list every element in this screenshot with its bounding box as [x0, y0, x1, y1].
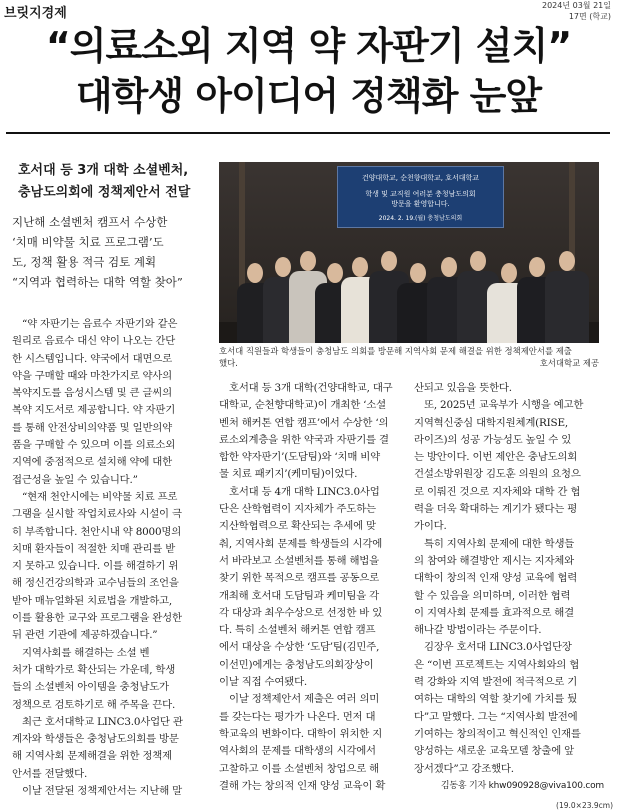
article-line: 서 바라보고 소셜벤처를 통해 해법을: [219, 554, 379, 567]
article-line: 해나갈 방법이라는 주문이다.: [414, 624, 542, 637]
article-line: 합한 약자판기’(도담팀)와 ‘치매 비약: [219, 451, 380, 464]
article-line: 대학교, 순천향대학교)이 개최한 ‘소셜: [219, 399, 386, 412]
article-line: 이날 전달된 정책제안서는 지난해 말: [22, 785, 182, 798]
article-line: 는 방안이다. 이번 제안은 충남도의회: [414, 451, 578, 464]
article-line: 단은 산학협력이 지자체가 주도하는: [219, 503, 376, 516]
article-line: 안서를 전달했다.: [12, 767, 88, 780]
article-line: 지역에 중점적으로 설치해 약에 대한: [12, 456, 172, 469]
subheadline: [18, 160, 208, 204]
article-line: 지산학협력으로 확산되는 추세에 맞: [219, 520, 376, 533]
article-line: 특히 지역사회 문제에 대한 학생들: [424, 537, 575, 550]
article-line: 한 시스템입니다. 약국에서 대면으로: [12, 352, 172, 365]
subheadline-line: 호서대 등 3개 대학 소셜벤처,: [18, 163, 189, 178]
article-line: “현재 천안시에는 비약물 치료 프로: [22, 490, 178, 503]
article-line: 결해 가는 창의적 인재 양성 교육이 확: [219, 779, 386, 792]
person-figure: [545, 251, 589, 343]
article-line: 정책으로 검토하기로 해 주목을 끈다.: [12, 698, 176, 711]
banner-line: 학생 및 교직원 여러분 충청남도의회: [365, 190, 476, 198]
article-line: 학교육의 변화이다. 대학이 위치한 지: [219, 727, 383, 740]
article-column-2: [219, 380, 407, 795]
clipping-size: (19.0×23.9cm): [556, 801, 613, 810]
article-line: 최근 호서대학교 LINC3.0사업단 관: [22, 715, 183, 728]
article-line: 해 정신건강의학과 교수님들의 조언을: [12, 577, 179, 590]
person-head: [501, 263, 517, 283]
article-line: 이날 정책제안서 제출은 여러 의미: [229, 693, 380, 706]
article-line: 호서대 등 3개 대학(건양대학교, 대구: [229, 382, 393, 394]
article-line: 치매 환자들이 적절한 치매 관리를 받: [12, 542, 176, 555]
headline-line-1: “의료소외 지역 약 자판기 설치”: [45, 24, 572, 68]
article-line: 다”고 말했다. 그는 “지역사회 발전에: [414, 710, 578, 723]
article-line: 찾기 위한 목적으로 캠프를 공동으로: [219, 572, 379, 585]
article-line: 계자와 학생들은 충청남도의회를 방문: [12, 733, 179, 746]
article-line: 이 지역사회 문제를 효과적으로 해결: [414, 606, 574, 619]
article-line: 에서 대상을 수상한 ‘도담’팀(김민주,: [219, 641, 380, 654]
banner-line: 2024. 2. 19.(월) 충청남도의회: [378, 215, 463, 222]
article-line: 로 이뤄진 것으로 지자체와 대학 간 협: [414, 485, 581, 498]
person-body: [545, 271, 589, 343]
person-head: [470, 251, 486, 271]
article-line: “약 자판기는 음료수 자판기와 같은: [22, 318, 178, 330]
group-photo: [219, 162, 599, 343]
article-line: 역사회의 문제를 대학생의 시각에서: [219, 745, 376, 758]
article-line: 또, 2025년 교육부가 시행을 예고한: [424, 399, 584, 412]
reporter-byline: 김동홍 기자 khw090928@viva100.com: [440, 780, 604, 791]
caption-text: 호서대 직원들과 학생들이 충청남도 의회를 방문해 지역사회 문제 해결을 위한 정책제안서를 제출: [219, 346, 572, 356]
article-line: 가이다.: [414, 520, 447, 533]
article-line: 대학이 창의적 인재 양성 교육에 협력: [414, 572, 578, 585]
article-line: 다. 특히 소셜벤처 해커톤 연합 캠프: [219, 624, 376, 637]
article-line: 양성하는 새로운 교육모델 창출에 앞: [414, 745, 574, 758]
article-line: 은 “이번 프로젝트는 지역사회와의 협: [414, 658, 580, 671]
headline-line-2: 대학생 아이디어 정책화 눈앞: [75, 74, 542, 118]
summary-line: 도, 정책 활용 적극 검토 계획: [12, 255, 157, 269]
article-line: 장서겠다”고 강조했다.: [414, 762, 514, 775]
person-head: [410, 263, 426, 283]
article-line: 고찰하고 이를 소셜벤처 창업으로 해: [219, 762, 379, 775]
article-line: 물 치료 패키지’(케미팀)이었다.: [219, 468, 358, 481]
article-line: 료소외계층을 위한 약국과 자판기를 결: [219, 433, 389, 446]
person-head: [559, 251, 575, 271]
banner-line: 방문을 환영합니다.: [391, 200, 450, 208]
article-line: 벤처 해커톤 연합 캠프’에서 수상한 ‘의: [219, 416, 389, 429]
article-line: 지 못하고 있습니다. 이를 해결하기 위: [12, 560, 179, 573]
article-line: 지역혁신중심 대학지원체계(RISE,: [414, 416, 568, 429]
article-line: 지역사회를 해결하는 소셜 벤: [22, 646, 150, 659]
article-line: 김장우 호서대 LINC3.0사업단장: [424, 641, 572, 654]
article-line: 히 부족합니다. 천안시내 약 8000명의: [12, 525, 182, 538]
publish-date: 2024년 03월 21일: [542, 1, 611, 10]
photo-caption: [219, 345, 599, 369]
article-line: 원리로 음료수 대신 약이 나오는 간단: [12, 335, 176, 348]
article-line: 받아 매뉴얼화된 치료법을 개발하고,: [12, 594, 172, 607]
article-column-3: [414, 380, 604, 795]
article-line: 품을 구매할 수 있으며 이를 의료소외: [12, 439, 176, 452]
article-line: 이를 활용한 교구와 프로그램을 완성한: [12, 612, 182, 625]
article-column-1: [12, 316, 207, 800]
article-line: 의 참여와 해결방안 제시는 지자체와: [414, 554, 574, 567]
banner-line: 건양대학교, 순천향대학교, 호서대학교: [361, 174, 480, 182]
article-line: 호서대 등 4개 대학 LINC3.0사업: [229, 485, 380, 498]
article-line: 해 지역사회 문제해결을 위한 정책제: [12, 750, 172, 763]
summary-line: 지난해 소셜벤처 캠프서 수상한: [12, 215, 168, 229]
summary-line: ‘치매 비약물 치료 프로그램’도: [12, 235, 164, 249]
article-line: 산되고 있음을 뜻한다.: [414, 382, 512, 394]
article-line: 건설소방위원장 김도훈 의원의 요청으: [414, 468, 581, 481]
person-head: [529, 257, 545, 277]
article-line: 뒤 관련 기관에 제공하겠습니다.”: [12, 629, 158, 642]
article-line: 여하는 대학의 역할 찾기에 가치를 뒀: [414, 693, 578, 706]
article-line: 라이즈)의 성공 가능성도 높일 수 있: [414, 433, 572, 446]
article-line: 력을 더욱 확대하는 계기가 됐다는 평: [414, 503, 578, 516]
article-line: 이날 직접 수여됐다.: [219, 676, 308, 689]
headline-divider: [6, 132, 610, 134]
article-line: 할 수 있음을 의미하며, 이러한 협력: [414, 589, 571, 602]
caption-text: 했다.: [219, 358, 238, 368]
article-line: 각 대상과 최우수상으로 선정한 바 있: [219, 606, 383, 619]
person-head: [247, 263, 263, 283]
article-line: 기여하는 창의적이고 혁신적인 인재를: [414, 727, 581, 740]
dateline: [542, 0, 611, 22]
subheadline-line: 충남도의회에 정책제안서 전달: [18, 185, 191, 200]
article-line: 를 통해 안전상비의약품 및 일반의약: [12, 421, 172, 434]
person-head: [352, 257, 368, 277]
welcome-banner: [337, 166, 504, 228]
summary-line: “지역과 협력하는 대학 역할 찾아”: [12, 275, 183, 289]
article-line: 이선민)에게는 충청남도의회장상이: [219, 658, 374, 671]
article-line: 를 갖는다는 평가가 나온다. 먼저 대: [219, 710, 376, 723]
article-line: 개최해 호서대 도담팀과 케미팀을 각: [219, 589, 379, 602]
article-line: 력 강화와 지역 발전에 적극적으로 기: [414, 676, 578, 689]
article-line: 들의 소셜벤처 아이템을 충청남도가: [12, 681, 169, 694]
article-line: 복약지도를 음성시스템 및 큰 글씨의: [12, 387, 172, 400]
article-line: 접근성을 높일 수 있습니다.”: [12, 473, 138, 486]
person-head: [300, 251, 316, 271]
article-line: 약을 구매할 때와 마찬가지로 약사의: [12, 369, 172, 382]
article-line: 처가 대학가로 확산되는 가운데, 학생: [12, 663, 176, 676]
photo-credit: 호서대학교 제공: [539, 358, 599, 368]
newspaper-masthead: 브릿지경제: [4, 6, 67, 21]
article-line: 복약 지도서로 제공합니다. 약 자판기: [12, 404, 176, 417]
article-line: 춰, 지역사회 문제를 학생들의 시각에: [219, 537, 383, 550]
summary-block: [12, 212, 212, 292]
person-head: [381, 251, 397, 271]
article-line: 그램을 실시할 작업치료사와 시설이 극: [12, 508, 182, 521]
person-head: [441, 257, 457, 277]
page-section: 17면 (학교): [568, 12, 611, 21]
